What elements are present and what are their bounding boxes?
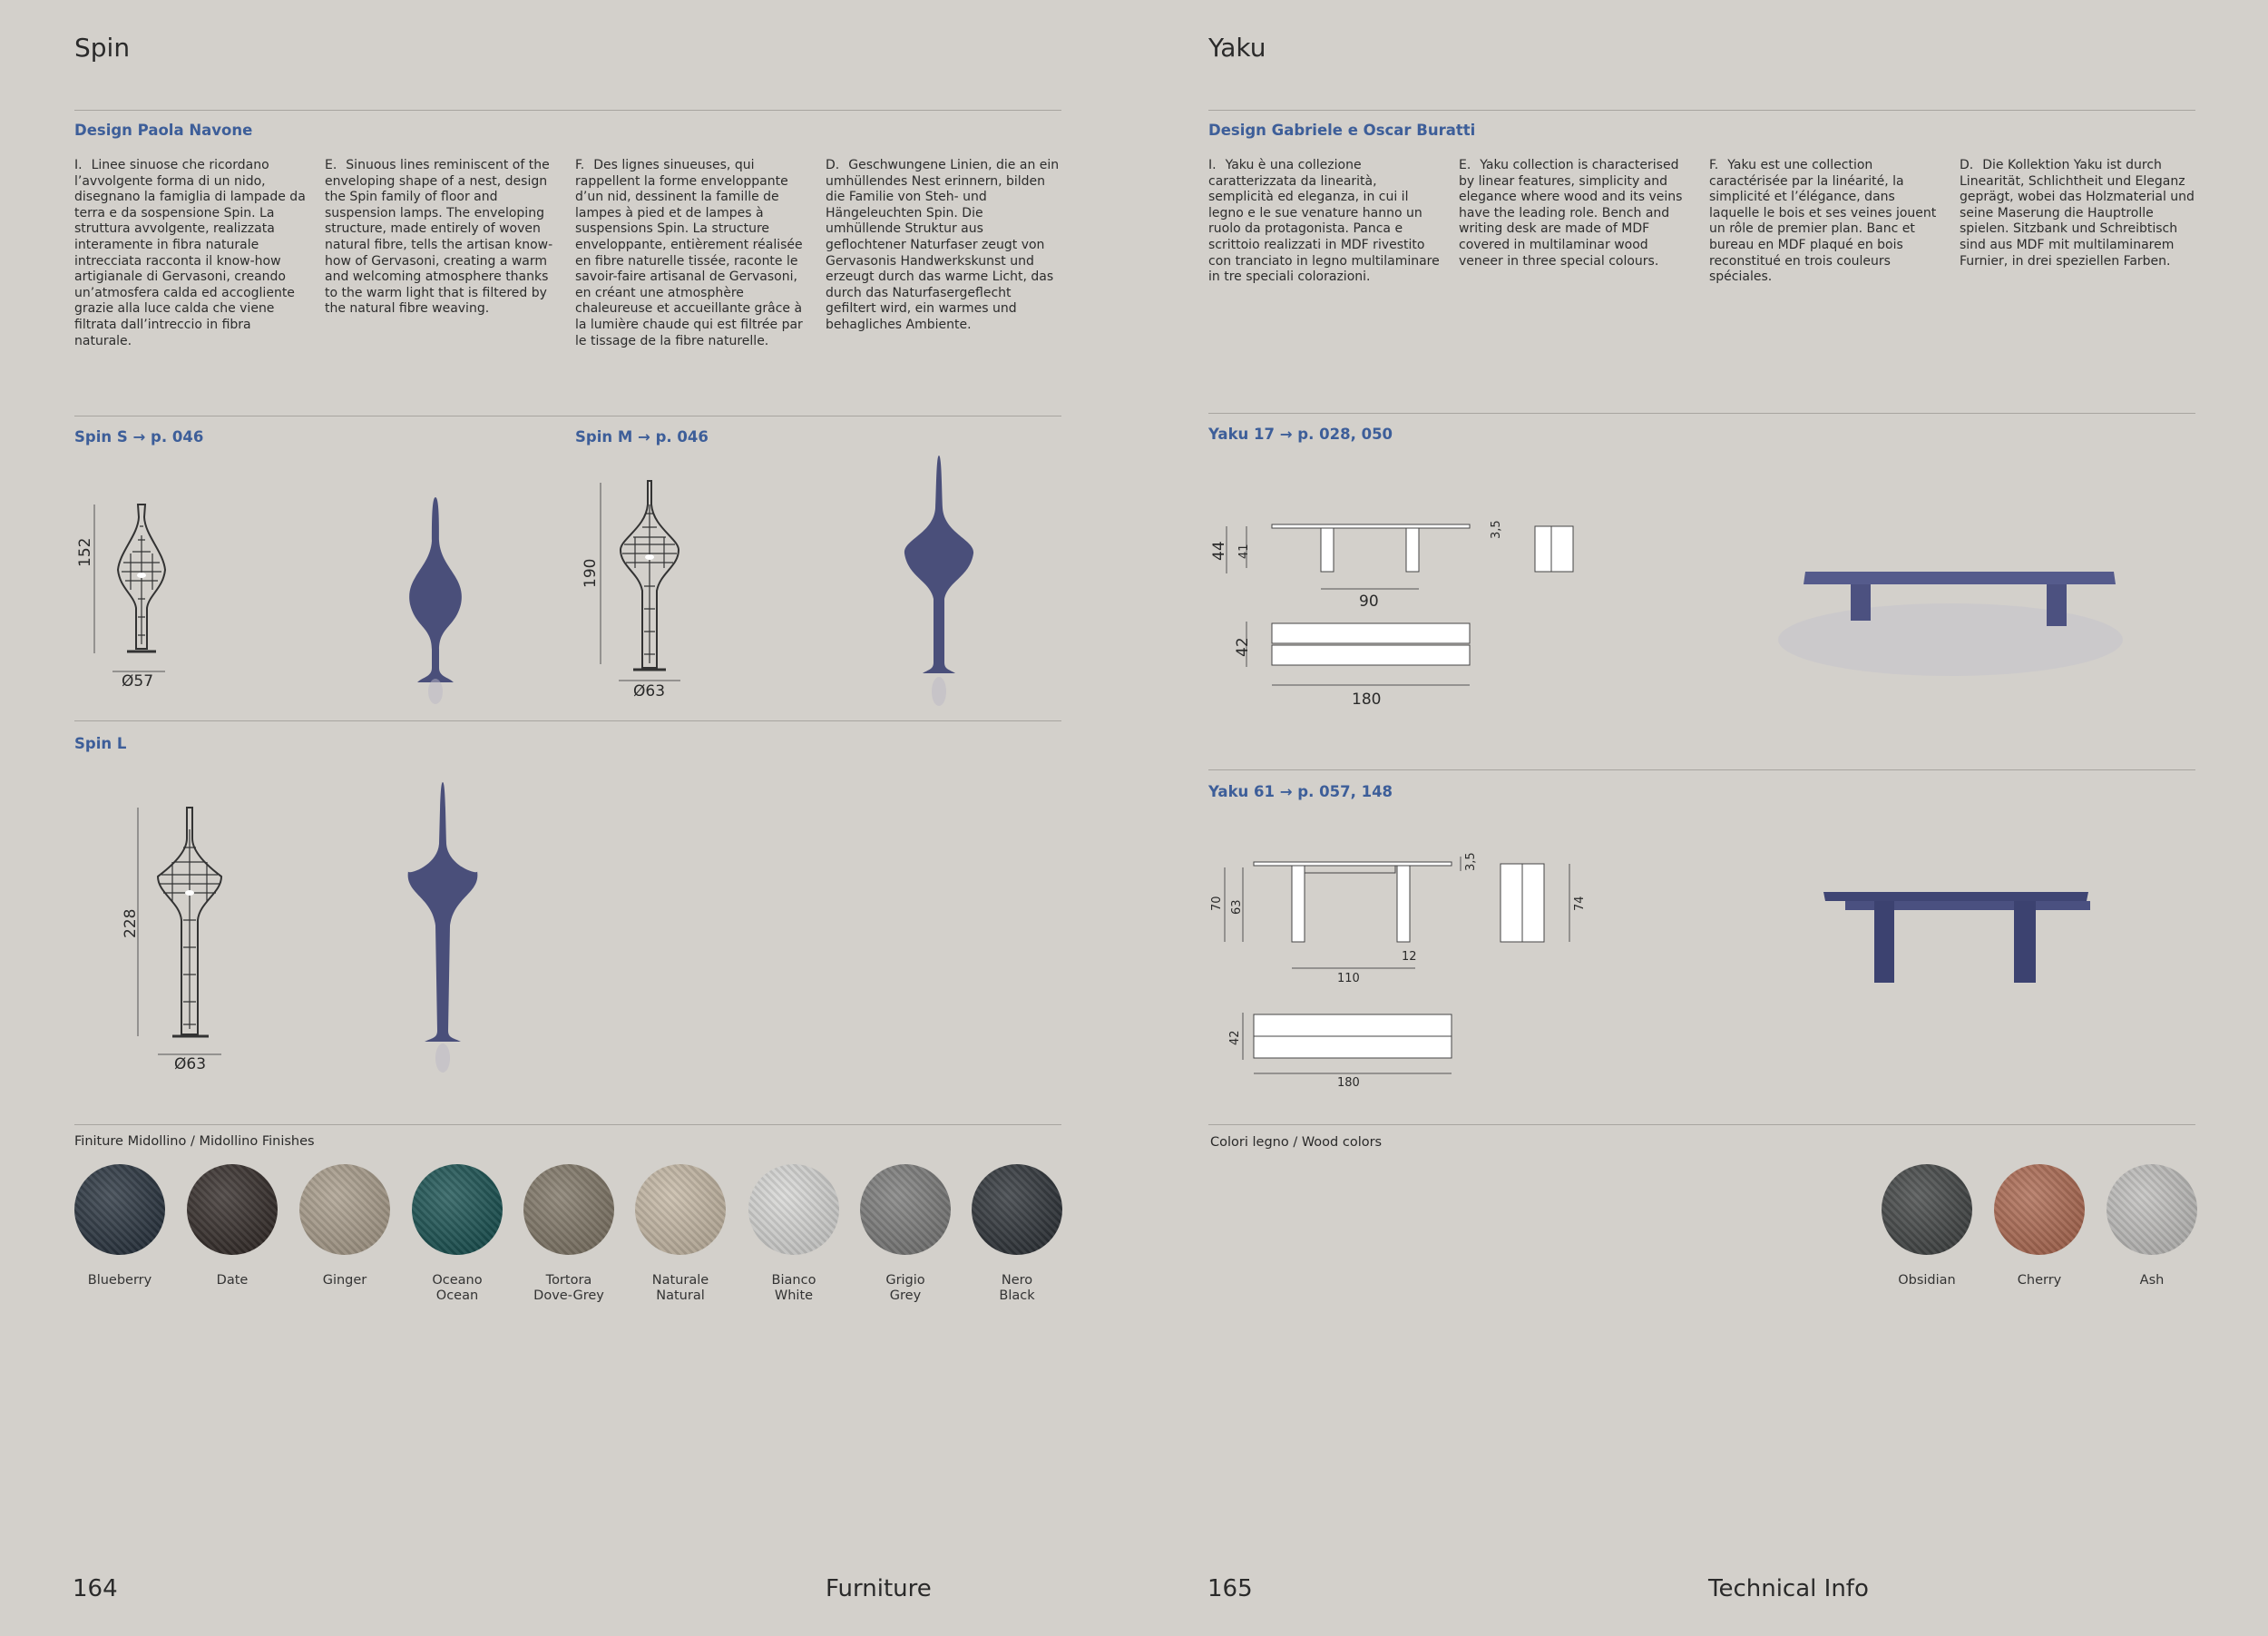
product-link-spin-s[interactable]: Spin S → p. 046 xyxy=(74,428,204,446)
yaku-17-height-label: 44 xyxy=(1210,541,1228,561)
spin-l-render xyxy=(397,780,488,1080)
wood-color-label: Cherry xyxy=(2017,1273,2062,1288)
wood-color-swatch xyxy=(1994,1164,2085,1255)
spin-l-diameter-label: Ø63 xyxy=(174,1055,207,1073)
yaku-17-top-thickness-label: 3,5 xyxy=(1490,520,1503,539)
yaku-61-technical-drawing xyxy=(1216,853,1597,1089)
spin-s-render xyxy=(390,495,481,713)
yaku-61-inner-height-label: 63 xyxy=(1230,899,1244,915)
wood-color-swatch xyxy=(2107,1164,2197,1255)
finish-swatch xyxy=(860,1164,951,1255)
divider xyxy=(1208,110,2195,111)
finish-swatch xyxy=(299,1164,390,1255)
spin-l-height-label: 228 xyxy=(122,908,140,938)
yaku-61-length-label: 180 xyxy=(1337,1076,1360,1090)
yaku-17-leg-spacing-label: 90 xyxy=(1359,593,1379,611)
spin-l-technical-drawing xyxy=(134,802,243,1074)
spin-s-height-label: 152 xyxy=(76,537,94,567)
page-number-left: 164 xyxy=(73,1575,118,1602)
finish-swatch xyxy=(748,1164,839,1255)
description-english: E. Yaku collection is characterised by linear features, simplicity and elegance where wood and its veins have the leading role. Bench and writing desk are made of MDF covered in multilaminar wood veneer in three special colours. xyxy=(1459,158,1683,269)
spin-m-height-label: 190 xyxy=(582,558,600,588)
spin-m-render xyxy=(894,454,984,717)
description-german: D. Die Kollektion Yaku ist durch Linearität, Schlichtheit und Eleganz geprägt, wobei das Holzmaterial und seine Maserung die Hauptrolle spielen. Sitzbank und Schreibtisch sind aus MDF mit multilaminarem Furnier, in drei speziellen Farben. xyxy=(1960,158,2195,269)
yaku-17-length-label: 180 xyxy=(1352,691,1382,709)
yaku-17-render xyxy=(1778,563,2141,690)
designer-credit: Design Paola Navone xyxy=(74,122,253,139)
finish-swatch xyxy=(74,1164,165,1255)
description-french: F. Des lignes sinueuses, qui rappellent la forme enveloppante d’un nid, dessinent la famille de lampes à pied et de lampes à suspensions Spin. La structure enveloppante, entièrement réalisée en fibre naturelle tissée, raconte le savoir-faire artisanal de Gervasoni, en créant une atmosphère chaleureuse et accueillante grâce à la lumière chaude qui est filtrée par le tissage de la fibre naturelle. xyxy=(575,158,803,348)
finish-swatch xyxy=(187,1164,278,1255)
product-link-spin-m[interactable]: Spin M → p. 046 xyxy=(575,428,709,446)
wood-colors-title: Colori legno / Wood colors xyxy=(1210,1135,1383,1150)
yaku-61-depth-label: 42 xyxy=(1228,1030,1242,1045)
description-french: F. Yaku est une collection caractérisée par la linéarité, la simplicité et l’élégance, dans laquelle le bois et ses veines jouent un rôle de premier plan. Banc et bureau en MDF plaqué en bois reconstitué en trois couleurs spéciales. xyxy=(1709,158,1937,285)
divider xyxy=(1208,769,2195,770)
yaku-61-render xyxy=(1814,885,2105,1021)
finish-label: Blueberry xyxy=(87,1273,152,1288)
finish-swatch xyxy=(412,1164,503,1255)
yaku-17-technical-drawing xyxy=(1216,508,1597,708)
page-title-spin: Spin xyxy=(74,33,131,63)
wood-color-label: Ash xyxy=(2139,1273,2165,1288)
finish-label: Nero Black xyxy=(999,1273,1035,1303)
finish-label: Tortora Dove-Grey xyxy=(533,1273,604,1303)
yaku-61-top-thickness-label: 3,5 xyxy=(1464,852,1478,871)
page-title-yaku: Yaku xyxy=(1208,33,1266,63)
finish-label: Grigio Grey xyxy=(885,1273,925,1303)
spin-m-technical-drawing xyxy=(595,477,704,695)
finish-swatch xyxy=(635,1164,726,1255)
finish-label: Bianco White xyxy=(771,1273,816,1303)
finish-swatch xyxy=(523,1164,614,1255)
spin-s-technical-drawing xyxy=(73,499,181,690)
divider xyxy=(74,1124,1061,1125)
finishes-title: Finiture Midollino / Midollino Finishes xyxy=(74,1134,315,1149)
divider xyxy=(1208,1124,2195,1125)
finish-label: Naturale Natural xyxy=(651,1273,709,1303)
finish-label: Oceano Ocean xyxy=(432,1273,483,1303)
wood-color-label: Obsidian xyxy=(1898,1273,1956,1288)
yaku-17-depth-label: 42 xyxy=(1234,637,1252,657)
product-link-yaku-61[interactable]: Yaku 61 → p. 057, 148 xyxy=(1208,783,1393,800)
spin-s-diameter-label: Ø57 xyxy=(122,672,154,691)
page-number-right: 165 xyxy=(1207,1575,1253,1602)
description-german: D. Geschwungene Linien, die an ein umhüllendes Nest erinnern, bilden die Familie von Steh- und Hängeleuchten Spin. Die umhüllende Struktur aus geflochtener Naturfaser zeugt von Gervasonis Handwerkskunst und erzeugt durch das warme Licht, das durch das Naturfasergeflecht gefiltert wird, ein warmes und behagliches Ambiente. xyxy=(826,158,1060,332)
product-link-spin-l: Spin L xyxy=(74,735,127,752)
section-title-right: Technical Info xyxy=(1708,1575,1869,1602)
yaku-17-seat-height-label: 41 xyxy=(1237,544,1251,559)
yaku-61-leg-width-label: 12 xyxy=(1402,950,1417,964)
description-english: E. Sinuous lines reminiscent of the enveloping shape of a nest, design the Spin family of floor and suspension lamps. The enveloping structure, made entirely of woven natural fibre, tells the artisan know-how of Gervasoni, creating a warm and welcoming atmosphere thanks to the warm light that is filtered by the natural fibre weaving. xyxy=(325,158,553,317)
yaku-61-inner-length-label: 110 xyxy=(1337,972,1360,985)
description-italian: I. Linee sinuose che ricordano l’avvolgente forma di un nido, disegnano la famiglia di lampade da terra e da sospensione Spin. La struttura avvolgente, realizzata interamente in fibra naturale intrecciata racconta il know-how artigianale di Gervasoni, creando un’atmosfera calda ed accogliente grazie alla luce calda che viene filtrata dall’intreccio in fibra naturale. xyxy=(74,158,306,348)
wood-color-swatch xyxy=(1882,1164,1972,1255)
product-link-yaku-17[interactable]: Yaku 17 → p. 028, 050 xyxy=(1208,426,1393,443)
yaku-61-side-height-label: 74 xyxy=(1573,896,1587,911)
divider xyxy=(1208,413,2195,414)
section-title-left: Furniture xyxy=(826,1575,932,1602)
finish-swatch xyxy=(972,1164,1062,1255)
spin-m-diameter-label: Ø63 xyxy=(633,682,666,700)
finish-label: Ginger xyxy=(322,1273,367,1288)
divider xyxy=(74,720,1061,721)
divider xyxy=(74,110,1061,111)
yaku-61-height-label: 70 xyxy=(1210,896,1224,911)
designer-credit: Design Gabriele e Oscar Buratti xyxy=(1208,122,1476,139)
finish-label: Date xyxy=(216,1273,249,1288)
description-italian: I. Yaku è una collezione caratterizzata da linearità, semplicità ed eleganza, in cui il legno e le sue venature hanno un ruolo da protagonista. Panca e scrittoio realizzati in MDF rivestito con tranciato in legno multilaminare in tre speciali colorazioni. xyxy=(1208,158,1440,285)
